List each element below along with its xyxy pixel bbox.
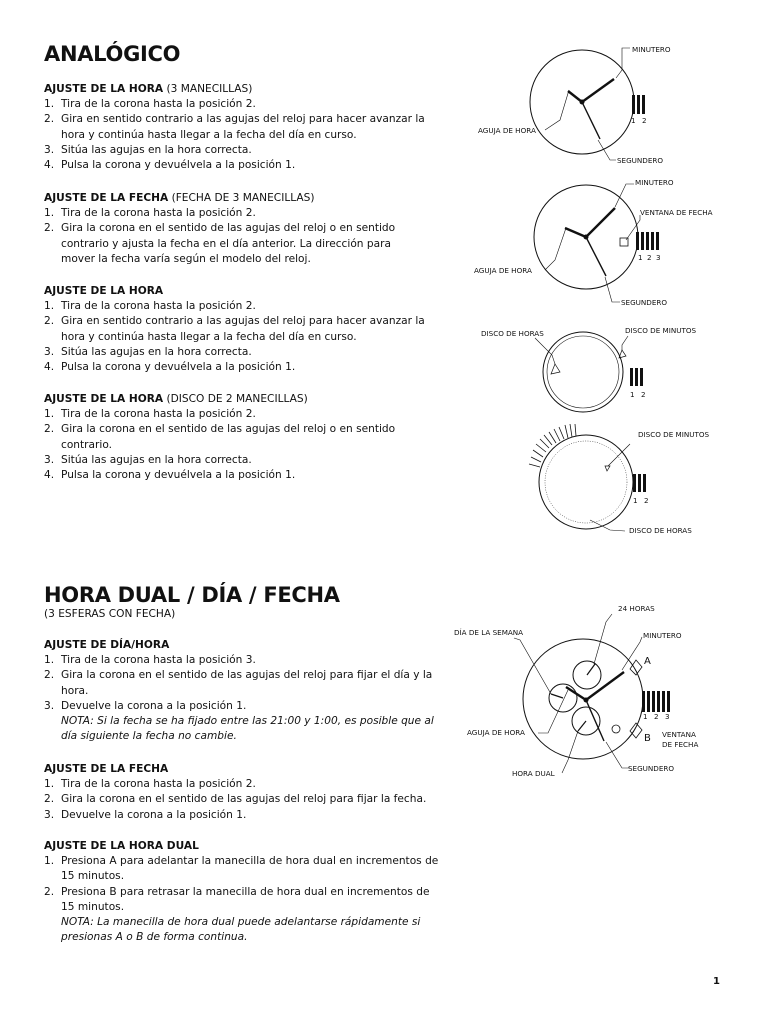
list-item: 1. Presiona A para adelantar la manecilla de hora dual en incrementos de 15 minutos.	[44, 855, 439, 883]
label-de-fecha: DE FECHA	[662, 740, 699, 749]
block-heading: AJUSTE DE LA FECHA (FECHA DE 3 MANECILLAS)	[44, 192, 315, 204]
label-disco-minutos: DISCO DE MINUTOS	[625, 326, 697, 335]
crown-icon	[636, 232, 659, 250]
list-item: 2. Gira en sentido contrario a las agujas del reloj para hacer avanzar la hora y continúa hasta llegar a la fecha del día en curso.	[44, 113, 425, 141]
block-heading: AJUSTE DE LA HORA DUAL	[44, 840, 199, 852]
label-dia-semana: DÍA DE LA SEMANA	[454, 628, 524, 637]
list-item: 1. Tira de la corona hasta la posición 2.	[44, 778, 256, 790]
label-button-a: A	[644, 656, 651, 667]
list-item: 2. Presiona B para retrasar la manecilla de hora dual en incrementos de 15 minutos. NOTA: La manecilla de hora dual puede adelantarse rápidamente si presionas A o B de forma continua.	[44, 885, 439, 946]
block-heading: AJUSTE DE LA FECHA	[44, 763, 169, 775]
list-item: 3. Sitúa las agujas en la hora correcta.	[44, 345, 252, 358]
list-item: 2. Gira la corona en el sentido de las agujas del reloj o en sentido contrario.	[44, 423, 396, 451]
label-pos-3: 3	[656, 253, 661, 262]
watch-diagram-disc-2	[529, 424, 646, 531]
note-text: NOTA: La manecilla de hora dual puede adelantarse rápidamente si presionas A o B de forma continua.	[61, 916, 421, 944]
crown-icon	[633, 474, 646, 492]
list-item: 3. Sitúa las agujas en la hora correcta.	[44, 143, 252, 156]
label-aguja-hora: AGUJA DE HORA	[467, 728, 525, 737]
label-minutero: MINUTERO	[643, 631, 682, 640]
watch-diagram-date	[534, 184, 659, 302]
label-disco-horas: DISCO DE HORAS	[629, 526, 692, 535]
label-disco-minutos: DISCO DE MINUTOS	[638, 430, 710, 439]
block-heading: AJUSTE DE LA HORA	[44, 285, 164, 297]
label-aguja-hora: AGUJA DE HORA	[474, 266, 532, 275]
label-segundero: SEGUNDERO	[621, 298, 668, 307]
note-text: NOTA: Si la fecha se ha fijado entre las 21:00 y 1:00, es posible que al día siguiente la fecha no cambie.	[61, 715, 434, 743]
crown-icon	[642, 691, 670, 712]
label-minutero: MINUTERO	[635, 178, 674, 187]
label-segundero: SEGUNDERO	[617, 156, 664, 165]
label-aguja-hora: AGUJA DE HORA	[478, 126, 536, 135]
label-pos-1: 1	[630, 390, 635, 399]
label-pos-1: 1	[631, 116, 636, 125]
section-subtitle: (3 ESFERAS CON FECHA)	[44, 608, 176, 620]
block-heading: AJUSTE DE LA HORA (3 MANECILLAS)	[44, 83, 253, 95]
list-item: 4. Pulsa la corona y devuélvela a la posición 1.	[44, 159, 296, 172]
list-item: 1. Tira de la corona hasta la posición 2.	[44, 408, 256, 420]
list-item: 2. Gira en sentido contrario a las agujas del reloj para hacer avanzar la hora y continúa hasta llegar a la fecha del día en curso.	[44, 315, 425, 343]
label-24-horas: 24 HORAS	[618, 604, 655, 613]
label-pos-2: 2	[654, 712, 659, 721]
label-pos-2: 2	[641, 390, 646, 399]
list-item: 1. Tira de la corona hasta la posición 2.	[44, 207, 256, 219]
crown-icon	[632, 95, 645, 114]
list-item: 2. Gira la corona en el sentido de las agujas del reloj o en sentido contrario y ajusta la fecha en el día anterior. La dirección para mover la fecha varía según el modelo del reloj.	[44, 222, 396, 265]
list-item: 4. Pulsa la corona y devuélvela a la posición 1.	[44, 469, 296, 482]
page-number: 1	[713, 976, 720, 987]
list-item: 3. Devuelve la corona a la posición 1.	[44, 808, 247, 821]
label-ventana-fecha: VENTANA DE FECHA	[640, 208, 713, 217]
label-pos-1: 1	[633, 496, 638, 505]
section-title-analogico: ANALÓGICO	[44, 42, 181, 66]
label-segundero: SEGUNDERO	[628, 764, 675, 773]
crown-icon	[630, 368, 643, 386]
label-pos-2: 2	[642, 116, 647, 125]
list-item: 1. Tira de la corona hasta la posición 2.	[44, 98, 256, 110]
label-pos-2: 2	[644, 496, 649, 505]
label-ventana: VENTANA	[662, 730, 696, 739]
block-heading: AJUSTE DE LA HORA (DISCO DE 2 MANECILLAS)	[44, 393, 308, 405]
list-item: 3. Devuelve la corona a la posición 1. NOTA: Si la fecha se ha fijado entre las 21:00 y 1:00, es posible que al día siguiente la fecha no cambie.	[44, 699, 439, 745]
list-item: 2. Gira la corona en el sentido de las agujas del reloj para fijar el día y la hora.	[44, 669, 433, 697]
label-disco-horas: DISCO DE HORAS	[481, 329, 544, 338]
watch-diagram-disc	[535, 332, 643, 412]
section-title-hora-dual: HORA DUAL / DÍA / FECHA	[44, 583, 340, 607]
list-item: 3. Sitúa las agujas en la hora correcta.	[44, 453, 252, 466]
list-item: 4. Pulsa la corona y devuélvela a la posición 1.	[44, 361, 296, 374]
list-item: 2. Gira la corona en el sentido de las agujas del reloj para fijar la fecha.	[44, 793, 427, 806]
label-minutero: MINUTERO	[632, 45, 671, 54]
label-hora-dual: HORA DUAL	[512, 769, 555, 778]
label-button-b: B	[644, 733, 651, 744]
label-pos-2: 2	[647, 253, 652, 262]
label-pos-1: 1	[638, 253, 643, 262]
watch-diagram-3-hands	[530, 48, 645, 160]
block-heading: AJUSTE DE DÍA/HORA	[44, 639, 170, 651]
label-pos-3: 3	[665, 712, 670, 721]
list-item: 1. Tira de la corona hasta la posición 3.	[44, 654, 256, 666]
label-pos-1: 1	[643, 712, 648, 721]
list-item: 1. Tira de la corona hasta la posición 2.	[44, 300, 256, 312]
